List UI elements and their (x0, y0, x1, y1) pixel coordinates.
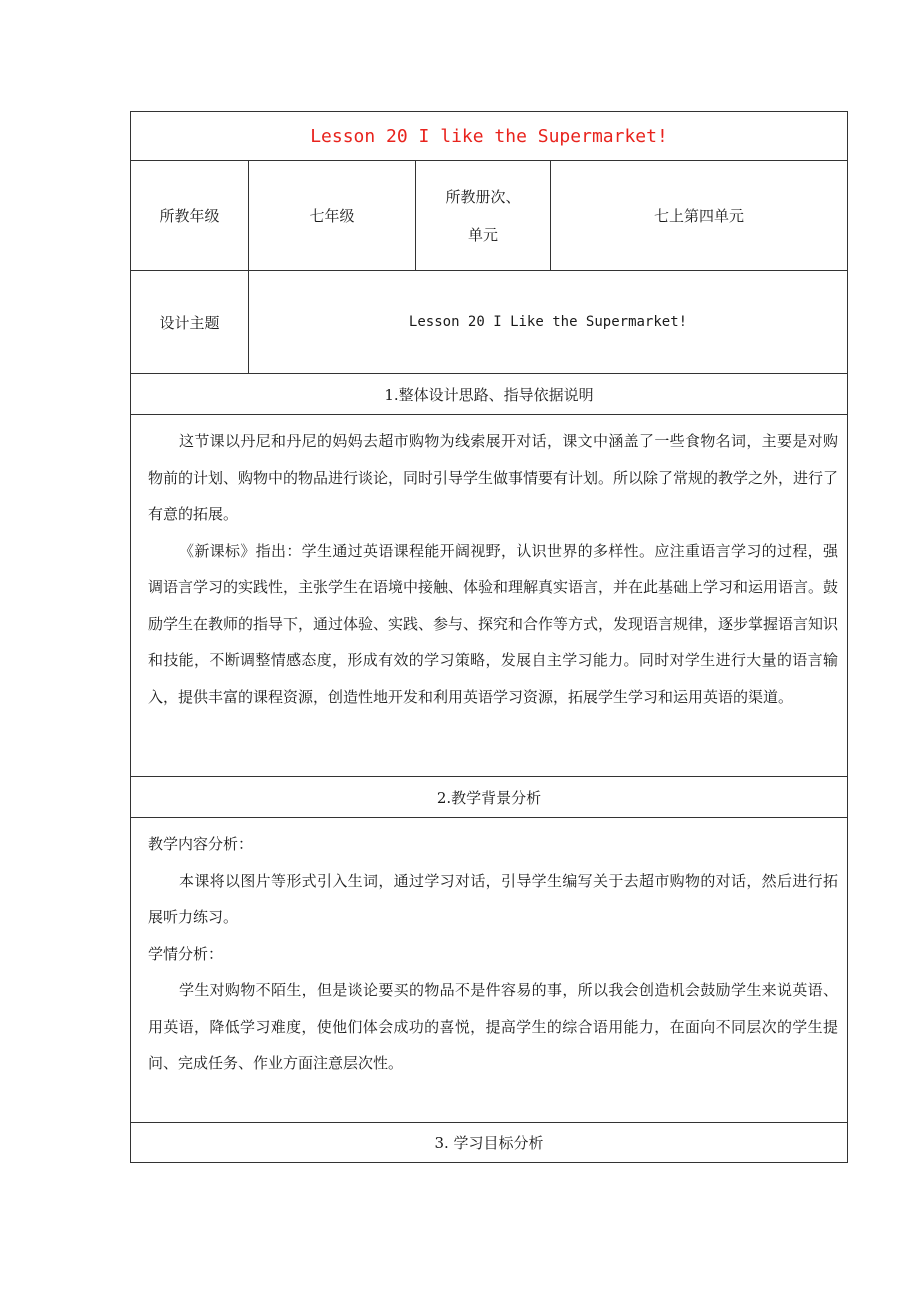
section1-paragraph: 《新课标》指出：学生通过英语课程能开阔视野，认识世界的多样性。应注重语言学习的过程，强调语言学习的实践性，主张学生在语境中接触、体验和理解真实语言，并在此基础上学习和运用语言。鼓励学生在教师的指导下，通过体验、实践、参与、探究和合作等方式，发现语言规律，逐步掌握语言知识和技能，不断调整情感态度，形成有效的学习策略，发展自主学习能力。同时对学生进行大量的语言输入，提供丰富的课程资源，创造性地开发和利用英语学习资源，拓展学生学习和运用英语的渠道。 (148, 541, 839, 706)
learner-analysis-label: 学情分析： (148, 944, 224, 963)
title-row (131, 112, 847, 161)
section1-paragraph: 这节课以丹尼和丹尼的妈妈去超市购物为线索展开对话，课文中涵盖了一些食物名词，主要是对购物前的计划、购物中的物品进行谈论，同时引导学生做事情要有计划。所以除了常规的教学之外，进行了有意的拓展。 (148, 432, 839, 523)
volume-value: 七上第四单元 (653, 207, 744, 225)
section1-body (131, 415, 847, 777)
volume-label (416, 161, 551, 270)
section3-heading: 3. 学习目标分析 (434, 1134, 544, 1152)
lesson-plan-table (130, 111, 848, 1163)
grade-value: 七年级 (249, 161, 416, 270)
lesson-title: Lesson 20 I like the Supermarket! (310, 125, 668, 147)
content-analysis-label: 教学内容分析： (148, 835, 254, 853)
theme-row (131, 271, 847, 374)
content-analysis-text: 本课将以图片等形式引入生词，通过学习对话，引导学生编写关于去超市购物的对话，然后进行拓展听力练习。 (148, 871, 838, 926)
volume-label-line2: 单元 (467, 225, 498, 244)
theme-value: Lesson 20 I Like the Supermarket! (408, 314, 688, 330)
theme-label: 设计主题 (131, 271, 249, 373)
info-row (131, 161, 847, 271)
learner-analysis-text: 学生对购物不陌生，但是谈论要买的物品不是件容易的事，所以我会创造机会鼓励学生来说英语、用英语，降低学习难度，使他们体会成功的喜悦，提高学生的综合语用能力，在面向不同层次的学生提问、完成任务、作业方面注意层次性。 (148, 981, 838, 1072)
section2-heading: 2.教学背景分析 (131, 777, 847, 818)
section1-heading: 1.整体设计思路、指导依据说明 (131, 374, 847, 415)
section2-body (131, 818, 847, 1123)
grade-label: 所教年级 (131, 161, 249, 270)
volume-label-line1: 所教册次、 (445, 187, 521, 206)
